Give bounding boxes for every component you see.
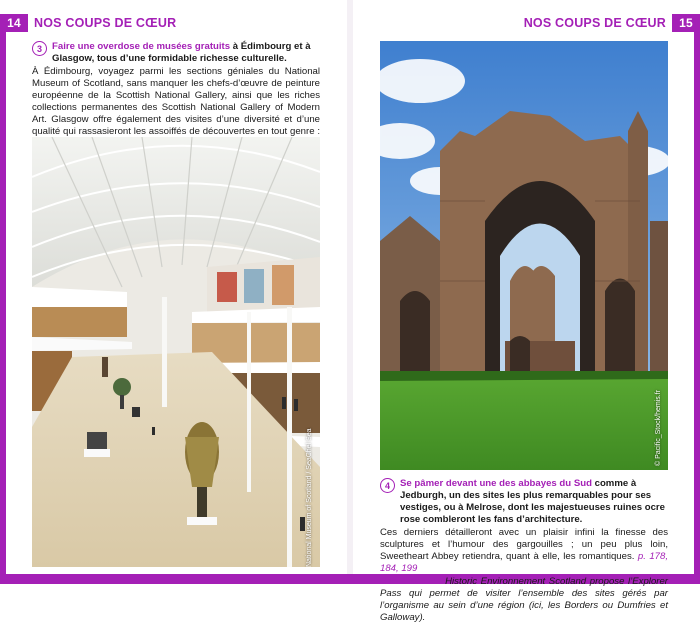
right-item-head	[380, 478, 668, 526]
right-page-header	[524, 14, 700, 32]
right-page-number: 15	[672, 14, 700, 32]
left-page-number: 14	[0, 14, 28, 32]
right-item	[380, 478, 668, 624]
right-item-heading	[400, 478, 668, 526]
left-item-heading	[52, 41, 320, 65]
left-page-header	[0, 14, 176, 32]
right-photo-credit: © Pacific_Stock/hemis.fr	[655, 390, 662, 466]
page-gutter	[347, 0, 353, 584]
right-header-title: NOS COUPS DE CŒUR	[523, 16, 666, 30]
left-item-heading-rest: à Édimbourg et à Glasgow, tous d’une formidable richesse culturelle.	[52, 41, 311, 64]
abbey-photo	[380, 41, 668, 470]
abbey-ruins-illustration	[380, 41, 668, 470]
right-item-body	[380, 527, 668, 575]
left-item-body-text: À Édimbourg, voyagez parmi les sections géniales du National Museum of Scotland, sans manquer les chefs-d’œuvre de peinture européenne de la Scottish National Gallery, ainsi que les riches collections permanentes des Scottish National Gallery of Modern Art. Glasgow offre également des visites d’une diversité et d’une qualité qui rassasieront les assoiffés de découvertes en tout genre :	[32, 66, 320, 137]
right-item-tip	[380, 576, 668, 624]
museum-photo	[32, 137, 320, 567]
right-item-heading-accent: Se pâmer devant une des abbayes du Sud	[400, 478, 592, 489]
right-item-tip-label: Bon à savoir :	[380, 576, 442, 587]
right-edge-bar	[694, 14, 700, 584]
left-header-title: NOS COUPS DE CŒUR	[34, 16, 177, 30]
right-item-body-text: Ces derniers détailleront avec un plaisir infini la finesse des sculptures et l’humour des gargouilles ; un peu plus loin, Sweetheart Abbey retiendra, quant à elle, les romantiques.	[380, 527, 668, 562]
right-item-number-badge: 4	[380, 478, 395, 493]
right-item-page-refs: p. 178, 184, 199	[380, 551, 668, 574]
left-photo-credit: National Museum of Scotland / SeaChel Sea	[306, 428, 313, 567]
right-item-heading-rest: comme à Jedburgh, un des sites les plus remarquables pour ses vestiges, ou à Melrose, dont les majestueuses ruines ocre rose combleront les fans d’architecture.	[400, 478, 665, 525]
left-item-heading-accent: Faire une overdose de musées gratuits	[52, 41, 231, 52]
museum-interior-illustration	[32, 137, 320, 567]
left-item-head	[32, 41, 320, 65]
right-item-tip-text: Historic Environnement Scotland propose l’Explorer Pass qui permet de visiter l’ensemble des sites gérés par l’organisme au sein d’une région (ici, les Borders ou Dumfries et Galloway).	[380, 576, 668, 623]
left-item-number-badge: 3	[32, 41, 47, 56]
left-edge-bar	[0, 14, 6, 584]
